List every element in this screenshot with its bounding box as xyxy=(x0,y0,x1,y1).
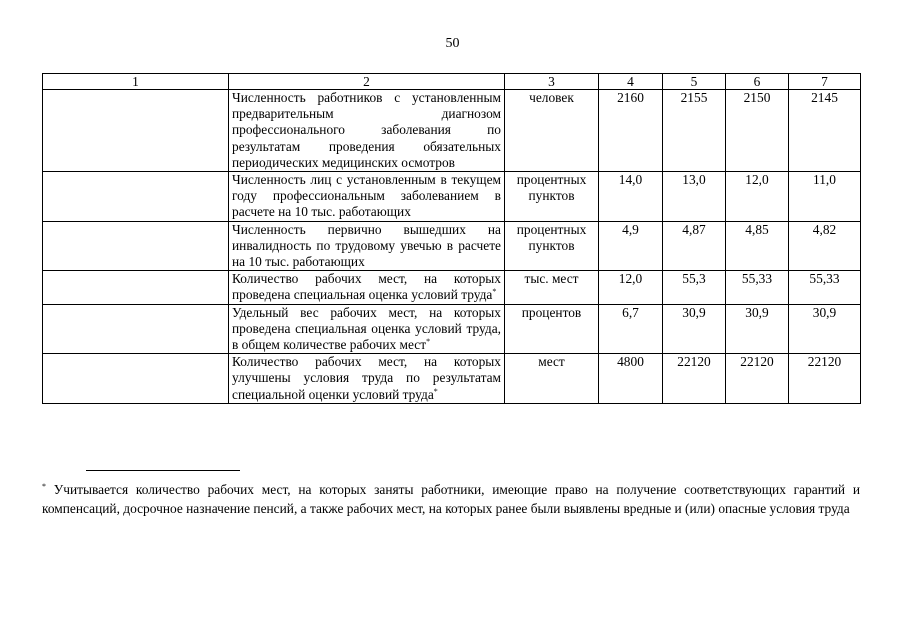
value-cell-4: 4,9 xyxy=(599,221,663,271)
value-cell-5: 55,3 xyxy=(663,271,726,304)
table-row xyxy=(43,221,861,271)
indicator-text: Численность первично вышедших на инвалидность по трудовому увечью в расчете на 10 тыс. работающих xyxy=(232,221,501,270)
indicator-text: Численность лиц с установленным в текущем году профессиональным заболеванием в расчете на 10 тыс. работающих xyxy=(232,172,501,220)
header-cell-1: 1 xyxy=(43,74,229,90)
group-cell xyxy=(43,90,229,172)
unit-cell: процентных пунктов xyxy=(505,221,599,271)
indicator-text: Удельный вес рабочих мест, на которых проведена специальная оценка условий труда, в общем количестве рабочих мест xyxy=(232,304,501,353)
footnote-text: Учитывается количество рабочих мест, на которых заняты работники, имеющие право на получение соответствующих гарантий и компенсаций, досрочное назначение пенсий, а также рабочих мест, на которых ранее были выявлены вредные и (или) опасные условия труда xyxy=(42,482,860,516)
footnote-ref: * xyxy=(433,386,438,396)
value-cell-4: 14,0 xyxy=(599,172,663,222)
group-cell xyxy=(43,221,229,271)
value-cell-5: 30,9 xyxy=(663,304,726,354)
value-cell-5: 22120 xyxy=(663,354,726,404)
value-cell-5: 4,87 xyxy=(663,221,726,271)
header-cell-2: 2 xyxy=(229,74,505,90)
group-cell xyxy=(43,271,229,304)
value-cell-5: 2155 xyxy=(663,90,726,172)
indicator-cell xyxy=(229,221,505,271)
value-cell-6: 30,9 xyxy=(726,304,789,354)
value-cell-6: 22120 xyxy=(726,354,789,404)
value-cell-7: 55,33 xyxy=(789,271,861,304)
value-cell-6: 12,0 xyxy=(726,172,789,222)
group-cell xyxy=(43,304,229,354)
indicator-cell xyxy=(229,271,505,304)
value-cell-7: 30,9 xyxy=(789,304,861,354)
indicator-text: Количество рабочих мест, на которых проведена специальная оценка условий труда xyxy=(232,271,501,303)
value-cell-4: 4800 xyxy=(599,354,663,404)
unit-cell: мест xyxy=(505,354,599,404)
table-row xyxy=(43,172,861,222)
table-row xyxy=(43,304,861,354)
header-cell-7: 7 xyxy=(789,74,861,90)
table-row xyxy=(43,271,861,304)
unit-cell: тыс. мест xyxy=(505,271,599,304)
value-cell-4: 6,7 xyxy=(599,304,663,354)
header-row xyxy=(43,74,861,90)
footnote-ref: * xyxy=(426,337,431,347)
indicator-cell xyxy=(229,354,505,404)
unit-cell: процентов xyxy=(505,304,599,354)
value-cell-5: 13,0 xyxy=(663,172,726,222)
indicators-table xyxy=(42,73,861,404)
footnote-ref: * xyxy=(492,287,497,297)
value-cell-7: 4,82 xyxy=(789,221,861,271)
unit-cell: человек xyxy=(505,90,599,172)
indicator-cell xyxy=(229,90,505,172)
header-cell-6: 6 xyxy=(726,74,789,90)
value-cell-4: 2160 xyxy=(599,90,663,172)
footnote-mark: * xyxy=(42,482,46,491)
indicator-text: Количество рабочих мест, на которых улучшены условия труда по результатам специальной оценки условий труда xyxy=(232,354,501,402)
value-cell-4: 12,0 xyxy=(599,271,663,304)
footnote xyxy=(42,480,860,518)
footnote-divider xyxy=(86,470,240,471)
value-cell-6: 2150 xyxy=(726,90,789,172)
indicator-cell xyxy=(229,172,505,222)
unit-cell: процентных пунктов xyxy=(505,172,599,222)
value-cell-6: 55,33 xyxy=(726,271,789,304)
indicator-text: Численность работников с установленным предварительным диагнозом профессионального заболевания по результатам проведения обязательных периодических медицинских осмотров xyxy=(232,90,501,170)
page-number: 50 xyxy=(445,36,460,51)
value-cell-6: 4,85 xyxy=(726,221,789,271)
table-row xyxy=(43,354,861,404)
header-cell-4: 4 xyxy=(599,74,663,90)
group-cell xyxy=(43,354,229,404)
table-row xyxy=(43,90,861,172)
value-cell-7: 11,0 xyxy=(789,172,861,222)
header-cell-3: 3 xyxy=(505,74,599,90)
indicator-cell xyxy=(229,304,505,354)
value-cell-7: 2145 xyxy=(789,90,861,172)
value-cell-7: 22120 xyxy=(789,354,861,404)
group-cell xyxy=(43,172,229,222)
header-cell-5: 5 xyxy=(663,74,726,90)
